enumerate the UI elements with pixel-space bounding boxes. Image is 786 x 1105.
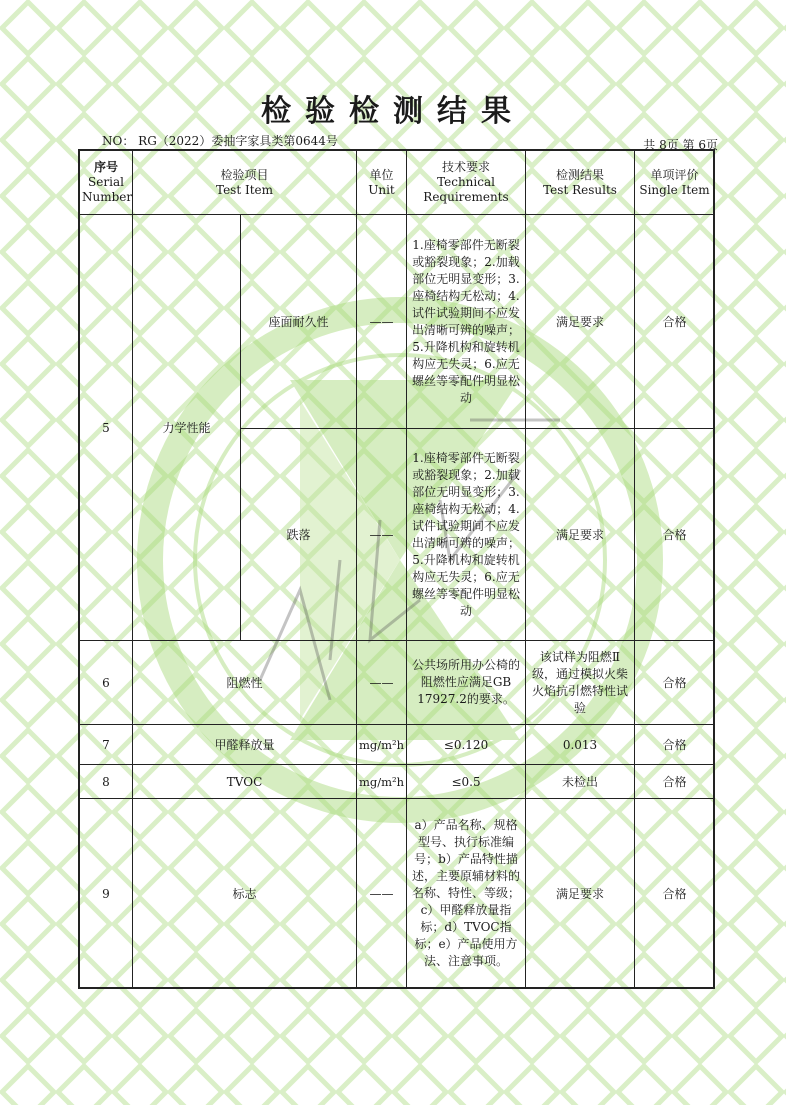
row9-item: 标志 <box>133 799 357 989</box>
row8-evaluation: 合格 <box>635 765 715 799</box>
row6-unit: —— <box>357 641 407 725</box>
table-row <box>80 765 715 799</box>
row8-unit: mg/m²h <box>357 765 407 799</box>
header-unit-en: Unit <box>368 182 395 197</box>
header-serial <box>80 151 133 215</box>
header-item-en: Test Item <box>216 182 274 197</box>
row5a-requirement: 1.座椅零部件无断裂或豁裂现象；2.加载部位无明显变形；3.座椅结构无松动；4.试件试验期间不应发出清晰可辨的噪声；5.升降机构和旋转机构应无失灵；6.应无螺丝等零配件明显松动 <box>407 215 526 429</box>
row6-serial: 6 <box>80 641 133 725</box>
table-header-row <box>80 151 715 215</box>
row5a-item: 座面耐久性 <box>241 215 357 429</box>
row7-evaluation: 合格 <box>635 725 715 765</box>
results-table <box>79 150 715 989</box>
row7-requirement: ≤0.120 <box>407 725 526 765</box>
row5a-unit: —— <box>357 215 407 429</box>
table-row <box>80 725 715 765</box>
header-result-en: Test Results <box>543 182 617 197</box>
row5b-result: 满足要求 <box>526 429 635 641</box>
row9-serial: 9 <box>80 799 133 989</box>
header-eval-cn: 单项评价 <box>650 167 699 182</box>
row5a-evaluation: 合格 <box>635 215 715 429</box>
table-row <box>80 799 715 989</box>
page-indicator: 共 8页 第 6页 <box>643 138 718 152</box>
row6-requirement: 公共场所用办公椅的阻燃性应满足GB 17927.2的要求。 <box>407 641 526 725</box>
row7-item: 甲醛释放量 <box>133 725 357 765</box>
header-eval-en: Single Item <box>639 182 710 197</box>
table-row <box>80 215 715 429</box>
header-serial-en1: Serial <box>88 175 124 189</box>
row5-serial: 5 <box>80 215 133 641</box>
header-unit <box>357 151 407 215</box>
row9-unit: —— <box>357 799 407 989</box>
row7-result: 0.013 <box>526 725 635 765</box>
row7-serial: 7 <box>80 725 133 765</box>
row6-evaluation: 合格 <box>635 641 715 725</box>
header-unit-cn: 单位 <box>369 167 394 182</box>
row5b-unit: —— <box>357 429 407 641</box>
row8-requirement: ≤0.5 <box>407 765 526 799</box>
header-requirements <box>407 151 526 215</box>
header-item <box>133 151 357 215</box>
header-serial-en2: Number <box>82 190 133 204</box>
header-item-cn: 检验项目 <box>220 167 269 182</box>
table-row <box>80 641 715 725</box>
row8-result: 未检出 <box>526 765 635 799</box>
row7-unit: mg/m²h <box>357 725 407 765</box>
header-req-cn: 技术要求 <box>442 160 491 174</box>
page-title: 检验检测结果 <box>261 94 525 129</box>
document-number: NO： RG（2022）委抽字家具类第0644号 <box>102 134 338 148</box>
header-result-cn: 检测结果 <box>556 167 605 182</box>
header-serial-cn: 序号 <box>93 160 118 174</box>
row5b-requirement: 1.座椅零部件无断裂或豁裂现象；2.加载部位无明显变形；3.座椅结构无松动；4.试件试验期间不应发出清晰可辨的噪声；5.升降机构和旋转机构应无失灵；6.应无螺丝等零配件明显松动 <box>407 429 526 641</box>
header-req-en2: Requirements <box>423 190 509 204</box>
header-results <box>526 151 635 215</box>
row9-requirement: a）产品名称、规格型号、执行标准编号；b）产品特性描述，主要原辅材料的名称、特性、等级；c）甲醛释放量指标；d）TVOC指标；e）产品使用方法、注意事项。 <box>407 799 526 989</box>
row8-serial: 8 <box>80 765 133 799</box>
row8-item: TVOC <box>133 765 357 799</box>
row5a-result: 满足要求 <box>526 215 635 429</box>
row6-result: 该试样为阻燃Ⅱ级，通过模拟火柴火焰抗引燃特性试验 <box>526 641 635 725</box>
row5b-item: 跌落 <box>241 429 357 641</box>
row5-category: 力学性能 <box>133 215 241 641</box>
header-req-en1: Technical <box>437 175 495 189</box>
row6-item: 阻燃性 <box>133 641 357 725</box>
row9-evaluation: 合格 <box>635 799 715 989</box>
row9-result: 满足要求 <box>526 799 635 989</box>
row5b-evaluation: 合格 <box>635 429 715 641</box>
header-evaluation <box>635 151 715 215</box>
